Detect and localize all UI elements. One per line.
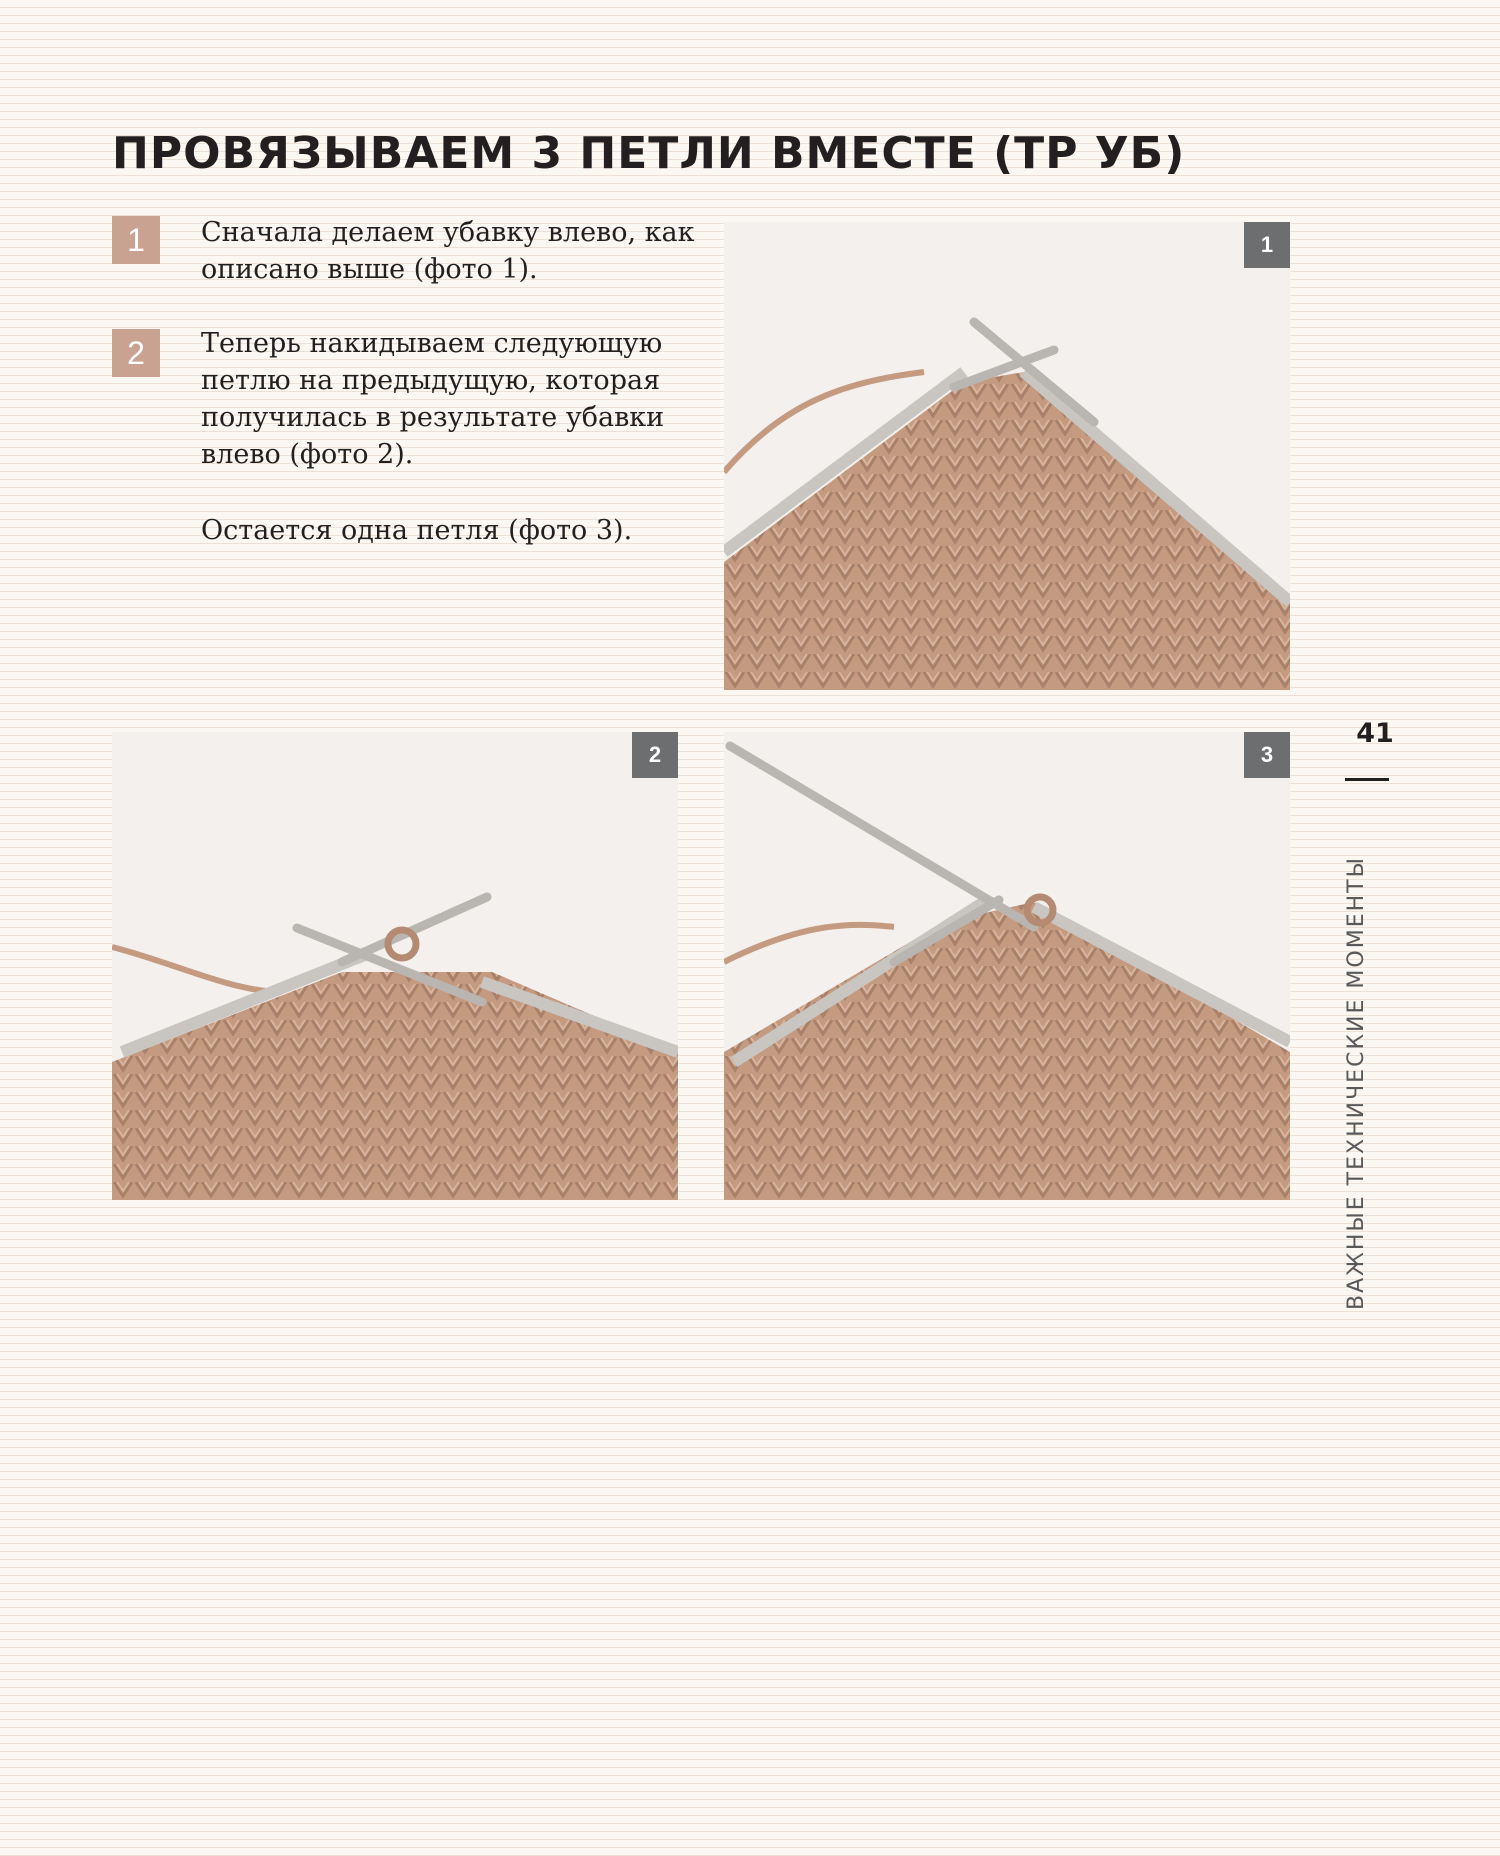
photo-2 — [112, 732, 678, 1200]
page-title: ПРОВЯЗЫВАЕМ 3 ПЕТЛИ ВМЕСТЕ (ТР УБ) — [112, 128, 1186, 179]
knitting-photo-1-illustration — [724, 222, 1290, 690]
step-2-text: Теперь накидываем следующую петлю на предыдущую, которая получилась в результате убавки влево (фото 2). — [201, 328, 665, 470]
section-label: ВАЖНЫЕ ТЕХНИЧЕСКИЕ МОМЕНТЫ — [1344, 856, 1369, 1310]
step-2-note: Остается одна петля (фото 3). — [201, 515, 633, 546]
page-number-rule — [1345, 778, 1389, 781]
photo-3-number: 3 — [1244, 732, 1290, 778]
photo-3 — [724, 732, 1290, 1200]
page-number: 41 — [1356, 718, 1394, 749]
knitting-photo-3-illustration — [724, 732, 1290, 1200]
photo-1 — [724, 222, 1290, 690]
step-1-badge: 1 — [112, 216, 160, 264]
step-2-badge: 2 — [112, 329, 160, 377]
photo-2-number: 2 — [632, 732, 678, 778]
step-1-text: Сначала делаем убавку влево, как описано выше (фото 1). — [201, 217, 695, 285]
photo-1-number: 1 — [1244, 222, 1290, 268]
knitting-photo-2-illustration — [112, 732, 678, 1200]
